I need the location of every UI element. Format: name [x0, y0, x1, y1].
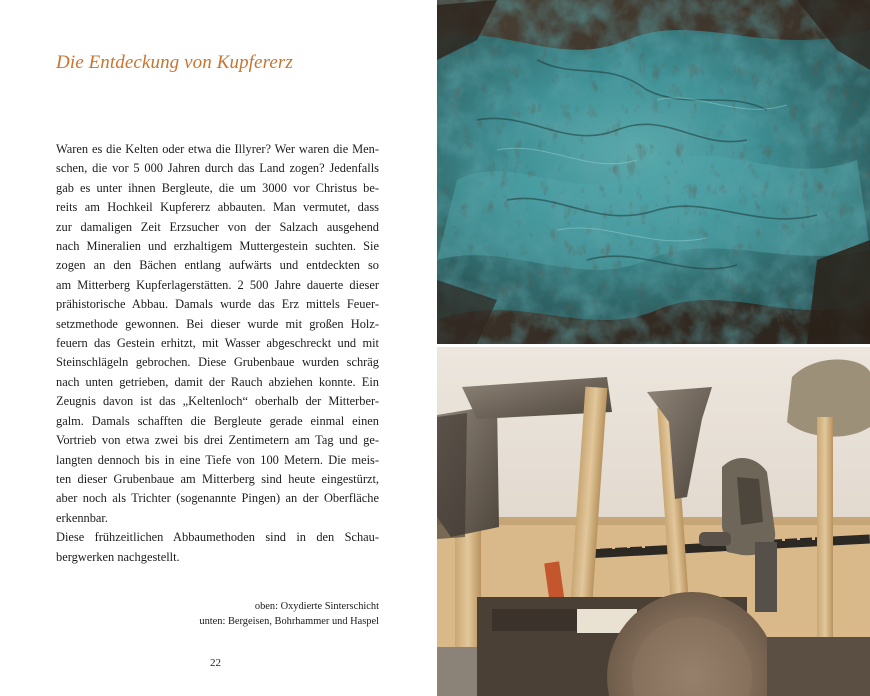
body-line: nach unten getrieben, damit der Rauch abziehen konnte. Ein — [56, 374, 379, 389]
body-line: galm. Damals schafften die Bergleute gerade einmal einen — [56, 413, 379, 428]
body-line: setzmethode gewonnen. Bei dieser wurde mit großen Holz- — [56, 316, 379, 331]
body-line: aber noch als Trichter (sogenannte Pingen) an der Oberfläche — [56, 491, 379, 506]
body-line: feuern das Gestein erhitzt, mit Wasser abgeschreckt und mit — [56, 336, 379, 351]
body-line: Zeugnis davon ist das „Keltenloch“ oberhalb der Mitterber- — [56, 394, 379, 409]
body-line: zogen an den Bächen entlang aufwärts und entdeckten so — [56, 258, 379, 273]
caption-top: oben: Oxydierte Sinterschicht — [254, 601, 379, 612]
body-line: ten dieser Grubenbaue am Mitterberg sind heute eingestürzt, — [56, 471, 379, 486]
photo-captions — [150, 599, 379, 629]
body-line: bergwerken nachgestellt. — [56, 549, 180, 564]
body-line: langten dennoch bis in eine Tiefe von 100 Metern. Die meis- — [56, 452, 379, 467]
body-line: am Mitterberg Kupferlagerstätten. 2 500 Jahre dauerte dieser — [56, 277, 379, 292]
body-line: Diese frühzeitlichen Abbaumethoden sind in den Schau- — [56, 530, 379, 545]
photo-mining-tools — [437, 347, 870, 696]
mining-tools-image — [437, 347, 870, 696]
body-line: Waren es die Kelten oder etwa die Illyrer? Wer waren die Men- — [56, 142, 379, 156]
photo-sinter-layer — [437, 0, 870, 344]
body-line: prähistorische Abbau. Damals wurde das Erz mittels Feuer- — [56, 297, 379, 312]
body-line: Steinschlägeln gebrochen. Diese Grubenbaue wurden schräg — [56, 355, 379, 370]
body-line: zur damaligen Zeit Erzsucher von der Salzach ausgehend — [56, 219, 379, 234]
body-line: gab es unter ihnen Bergleute, die um 3000 vor Christus be- — [56, 180, 379, 195]
body-line: nach Mineralien und erzhaltigem Muttergestein suchten. Sie — [56, 239, 379, 254]
body-line: schen, die vor 5 000 Jahren durch das Land zogen? Jedenfalls — [56, 161, 379, 176]
page-title: Die Entdeckung von Kupfererz — [56, 52, 293, 73]
caption-bottom: unten: Bergeisen, Bohrhammer und Haspel — [199, 616, 379, 627]
body-line: erkennbar. — [56, 510, 108, 525]
body-line: reits am Hochkeil Kupfererz abbauten. Man vermutet, dass — [56, 200, 379, 215]
sinter-layer-image — [437, 0, 870, 344]
body-line: Vortrieb von etwa zwei bis drei Zentimetern am Tag und ge- — [56, 433, 379, 448]
page-number: 22 — [210, 657, 221, 669]
body-text — [56, 140, 379, 567]
